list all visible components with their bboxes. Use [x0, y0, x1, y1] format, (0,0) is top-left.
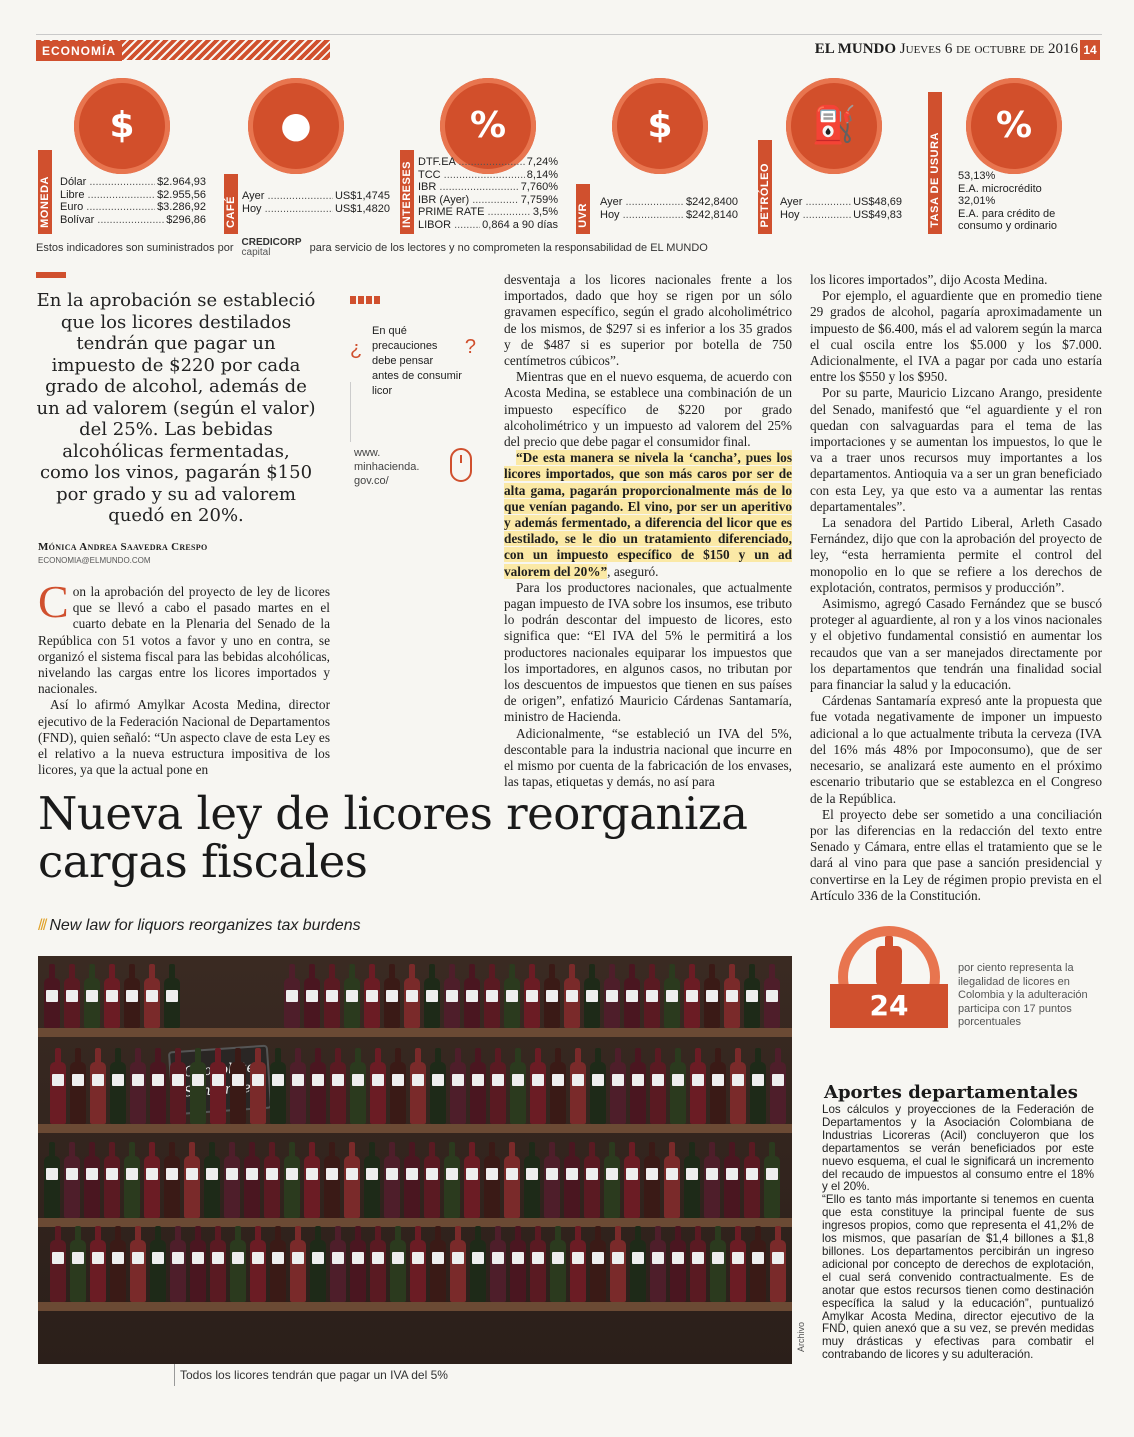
indicator-row: Dólar ..... $2.964,93 — [60, 176, 206, 189]
bottle — [464, 978, 480, 1028]
bottle — [750, 1240, 766, 1302]
indicator-moneda — [38, 78, 214, 234]
bottle — [630, 1062, 646, 1124]
bottle — [644, 978, 660, 1028]
bottle — [604, 978, 620, 1028]
bottle — [450, 1062, 466, 1124]
bottle — [564, 978, 580, 1028]
bottle — [690, 1062, 706, 1124]
bottle — [190, 1240, 206, 1302]
bottle — [230, 1062, 246, 1124]
bottle — [544, 1156, 560, 1218]
bottle — [484, 978, 500, 1028]
issue-date: Jueves 6 de octubre de 2016 — [899, 41, 1078, 57]
indicators-note: Estos indicadores son suministrados por CREDICORP capital para servicio de los lectores y no comprometen la responsabilidad de EL MUNDO — [36, 237, 708, 258]
indicator-label: INTERESES — [401, 161, 413, 228]
bottle — [704, 978, 720, 1028]
bottle — [404, 1156, 420, 1218]
bottle — [90, 1240, 106, 1302]
tip-url[interactable]: www. minhacienda. gov.co/ — [354, 447, 420, 487]
bottle — [570, 1062, 586, 1124]
bottle — [190, 1062, 206, 1124]
bottle — [564, 1156, 580, 1218]
bottle — [664, 978, 680, 1028]
indicator-label: UVR — [577, 203, 589, 228]
oil-pump-icon: ⛽ — [786, 78, 882, 174]
indicator-label: TASA DE USURA — [929, 132, 941, 228]
tip-accent — [350, 296, 382, 304]
bottle — [64, 1156, 80, 1218]
bottle — [310, 1062, 326, 1124]
bottle — [304, 978, 320, 1028]
bottle — [670, 1240, 686, 1302]
bottle — [430, 1240, 446, 1302]
bottle — [130, 1062, 146, 1124]
bottle — [124, 1156, 140, 1218]
bottle — [364, 1156, 380, 1218]
bottle — [270, 1062, 286, 1124]
bottle — [110, 1062, 126, 1124]
bottle — [330, 1062, 346, 1124]
bottle — [764, 1156, 780, 1218]
bottle — [250, 1062, 266, 1124]
bottle — [230, 1240, 246, 1302]
top-rule — [36, 34, 1102, 35]
indicator-label: CAFÉ — [225, 196, 237, 228]
question-close-icon: ? — [464, 336, 476, 358]
bottle — [144, 978, 160, 1028]
percent-infographic — [830, 926, 948, 1044]
bottle — [664, 1156, 680, 1218]
bottle — [650, 1062, 666, 1124]
bottle — [550, 1062, 566, 1124]
bottle — [670, 1062, 686, 1124]
bottle — [344, 978, 360, 1028]
bottle — [390, 1062, 406, 1124]
bottle — [650, 1240, 666, 1302]
bottle — [464, 1156, 480, 1218]
indicator-uvr — [576, 78, 746, 234]
bottle — [104, 978, 120, 1028]
indicator-row: LIBOR ..... 0,864 a 90 días — [418, 219, 558, 232]
bottle — [310, 1240, 326, 1302]
bottle — [350, 1240, 366, 1302]
percent-description: por ciento representa la ilegalidad de licores en Colombia y la adulteración participa con 17 puntos porcentuales — [958, 962, 1088, 1028]
bottle — [390, 1240, 406, 1302]
bottle — [50, 1062, 66, 1124]
indicator-row: Libre ..... $2.955,56 — [60, 189, 206, 202]
bottle — [444, 978, 460, 1028]
bottle — [684, 1156, 700, 1218]
highlighted-quote: “De esta manera se nivela la ‘cancha’, pues los licores importados, que son más caros por ser de alta gama, pagarán proporcionalmente más de lo que venían pagando. El vino, por ser un aperitivo y además fermentado, a diferencia del licor que es destilado, se le dio un tratamiento diferenciado, con un impuesto específico de $150 y un ad valorem del 20%” — [504, 450, 792, 579]
bottle — [684, 978, 700, 1028]
bottle — [224, 1156, 240, 1218]
coffee-bean-icon: ● — [248, 78, 344, 174]
bottle — [404, 978, 420, 1028]
bottle — [524, 978, 540, 1028]
byline-author: Mónica Andrea Saavedra Crespo — [38, 541, 208, 553]
bottle — [84, 978, 100, 1028]
indicator-row: PRIME RATE ..... 3,5% — [418, 206, 558, 219]
bottle — [604, 1156, 620, 1218]
bottle — [704, 1156, 720, 1218]
indicator-row: TCC ..... 8,14% — [418, 169, 558, 182]
bottle — [90, 1062, 106, 1124]
article-column-1: Con la aprobación del proyecto de ley de licores que se llevó a cabo el pasado martes en el cuarto debate en la Plenaria del Senado de la República con 51 votos a favor y uno en contra, se organizó el sistema fiscal para las bebidas alcohólicas, nivelando las cargas entre los licores importados y nacionales. Así lo afirmó Amylkar Acosta Medina, director ejecutivo de la Federación Nacional de Departamentos (FND), quien señaló: “Un aspecto clave de esta Ley es el relativo a la nueva estructura impositiva de los licores, ya que la actual pone en — [38, 576, 330, 778]
bottle — [450, 1240, 466, 1302]
bottle — [490, 1240, 506, 1302]
bottle — [250, 1240, 266, 1302]
bottle — [164, 978, 180, 1028]
bottle — [530, 1062, 546, 1124]
indicator-label: PETRÓLEO — [759, 163, 771, 228]
bottle — [470, 1062, 486, 1124]
bottle — [210, 1062, 226, 1124]
bottle — [410, 1240, 426, 1302]
bottle — [484, 1156, 500, 1218]
bottle — [530, 1240, 546, 1302]
bottle — [490, 1062, 506, 1124]
coins-icon: $ — [74, 78, 170, 174]
bottle — [730, 1240, 746, 1302]
percent-number: 24 — [830, 984, 948, 1028]
indicator-rows — [780, 196, 902, 221]
section-tag — [36, 40, 330, 60]
indicator-row: Hoy ..... $242,8140 — [600, 209, 738, 222]
photo-liquor-shelves — [38, 956, 792, 1364]
bottle — [724, 1156, 740, 1218]
indicator-rows — [600, 196, 738, 221]
bottle — [44, 978, 60, 1028]
bottle — [204, 1156, 220, 1218]
bottle — [170, 1240, 186, 1302]
bottle — [364, 978, 380, 1028]
bottle — [324, 978, 340, 1028]
bottle — [290, 1062, 306, 1124]
bottle — [550, 1240, 566, 1302]
bottle — [724, 978, 740, 1028]
bottle — [150, 1062, 166, 1124]
bottle — [70, 1062, 86, 1124]
bottle — [244, 1156, 260, 1218]
photo-caption: Todos los licores tendrán que pagar un IVA del 5% — [180, 1368, 448, 1382]
bottle — [630, 1240, 646, 1302]
indicator-rows — [60, 176, 206, 226]
drop-cap: C — [38, 576, 69, 627]
headline: Nueva ley de licores reorganiza cargas fiscales — [38, 787, 748, 888]
tip-question: En qué precauciones debe pensar antes de consumir licor — [372, 325, 462, 397]
house-money-icon: $ — [612, 78, 708, 174]
bottle — [444, 1156, 460, 1218]
bottle — [64, 978, 80, 1028]
bottle — [524, 1156, 540, 1218]
bottle — [330, 1240, 346, 1302]
bottle — [164, 1156, 180, 1218]
percent-money-icon: % — [440, 78, 536, 174]
growth-chart-icon: % — [966, 78, 1062, 174]
bottle-icon — [876, 946, 902, 986]
tip-box — [350, 296, 480, 486]
bottle — [610, 1062, 626, 1124]
bottle — [510, 1062, 526, 1124]
bottle — [370, 1240, 386, 1302]
indicator-row: IBR (Ayer) ..... 7,759% — [418, 194, 558, 207]
bottle — [144, 1156, 160, 1218]
shelf — [38, 1302, 792, 1311]
bottle — [110, 1240, 126, 1302]
indicator-row: Ayer ..... US$1,4745 — [242, 190, 390, 203]
bottle — [70, 1240, 86, 1302]
paper-name: EL MUNDO — [814, 41, 897, 57]
bottle — [424, 978, 440, 1028]
bottle — [770, 1062, 786, 1124]
bottle — [504, 1156, 520, 1218]
bottle — [424, 1156, 440, 1218]
indicator-rows — [418, 156, 558, 231]
bottle — [624, 1156, 640, 1218]
bottle — [150, 1240, 166, 1302]
bottle — [764, 978, 780, 1028]
photo-credit: Archivo — [796, 1322, 806, 1353]
page-number: 14 — [1080, 40, 1100, 60]
indicator-row: DTF.EA ..... 7,24% — [418, 156, 558, 169]
indicator-rows: 53,13% E.A. microcrédito 32,01% E.A. para crédito de consumo y ordinario — [958, 170, 1058, 232]
shelf — [38, 1028, 792, 1037]
bottle — [324, 1156, 340, 1218]
bottle — [130, 1240, 146, 1302]
credicorp-logo: CREDICORP capital — [241, 237, 302, 258]
bottle — [610, 1240, 626, 1302]
bottle — [50, 1240, 66, 1302]
indicator-label: MONEDA — [39, 176, 51, 228]
bottle — [44, 1156, 60, 1218]
question-open-icon: ¿ — [350, 338, 363, 360]
indicator-petroleo — [758, 78, 918, 234]
indicator-row: Euro ..... $3.286,92 — [60, 201, 206, 214]
indicator-intereses — [400, 78, 568, 234]
byline-email[interactable]: ECONOMIA@ELMUNDO.COM — [38, 556, 151, 565]
bottle — [584, 978, 600, 1028]
bottle — [344, 1156, 360, 1218]
bottle — [370, 1062, 386, 1124]
bottle — [350, 1062, 366, 1124]
bottle — [470, 1240, 486, 1302]
indicator-row: Ayer ..... US$48,69 — [780, 196, 902, 209]
bottle — [710, 1240, 726, 1302]
indicator-cafe — [224, 78, 394, 234]
lead-paragraph: En la aprobación se estableció que los licores destilados tendrán que pagar un impuesto de $220 por cada grado de alcohol, además de un ad valorem (según el valor) del 25%. Las bebidas alcohólicas fermentadas, como los vinos, pagarán $150 por grado y su ad valorem quedó en 20%. — [36, 290, 316, 526]
bottle — [690, 1240, 706, 1302]
bottle — [410, 1062, 426, 1124]
masthead — [815, 41, 1078, 58]
bottle — [384, 978, 400, 1028]
bottle — [744, 978, 760, 1028]
bottle — [504, 978, 520, 1028]
indicator-row: Ayer ..... $242,8400 — [600, 196, 738, 209]
bottle — [84, 1156, 100, 1218]
bottle — [384, 1156, 400, 1218]
indicator-row: Hoy ..... US$49,83 — [780, 209, 902, 222]
article-column-3: los licores importados”, dijo Acosta Medina. Por ejemplo, el aguardiente que en promedio tiene 29 grados de alcohol, pagaría aproximadamente un impuesto de $6.400, más el ad valorem según la marca el cual oscila entre los $5.000 y los $7.000. Adicionalmente, el IVA a pagar por cada uno estaría entre los $550 y los $950. Por su parte, Mauricio Lizcano Arango, presidente del Senado, manifestó que “el aguardiente y el ron quedan con salvaguardas para el tema de las importaciones y se aumentan los impuestos, lo que le va a traer unos recursos muy importantes a los departamentos. Antioquia va a ser un gran beneficiado con esta Ley, ya que esto va a aumentar las rentas departamentales”. La senadora del Partido Liberal, Arleth Casado Fernández, dijo que con la aprobación del proyecto de ley, “esta herramienta permite el control del monopolio en lo que se refiere a los derechos de explotación, contratos, permisos y producción”. Asimismo, agregó Casado Fernández que se buscó proteger al aguardiente, al ron y a los vinos nacionales y el objetivo fundamental consistió en aumentar los recaudos que van a ser manejados directamente por los departamentos que tendrán una finalidad social para financiar la salud y la educación. Cárdenas Santamaría expresó ante la propuesta que fue votada negativamente de imponer un impuesto adicional a lo que actualmente tributa la cerveza (IVA del 16% más 48% por Impoconsumo), que de ser necesario, se analizará este aumento en el próximo escenario tributario que se establezca en el Congreso de la República. El proyecto debe ser sometido a una conciliación por las diferencias en la redacción del texto entre Senado y Cámara, entre ellas el tratamiento que se le dará al vino para que pase a sanción presidencial y convertirse en la Ley de régimen propio prevista en el Artículo 336 de la Constitución. — [810, 272, 1102, 903]
bottle — [104, 1156, 120, 1218]
bottle — [644, 1156, 660, 1218]
article-column-2: desventaja a los licores nacionales frente a los importados, dado que hoy se rigen por un sólo gravamen específico, según el grado alcoholimétrico de los mismos, de $297 si es inferior a los 35 grados y de $487 si es superior por botella de 750 centímetros cúbicos”. Mientras que en el nuevo esquema, de acuerdo con Acosta Medina, se establece una combinación de un impuesto específico de $220 por grado alcoholimétrico y un impuesto ad valorem del 25% del precio que debe pagar el consumidor final. “De esta manera se nivela la ‘cancha’, pues los licores importados, que son más caros por ser de alta gama, pagarán proporcionalmente más de lo que venían pagando. El vino, por ser un aperitivo y además fermentado, a diferencia del licor que es destilado, se le dio un tratamiento diferenciado, con un impuesto específico de $150 y un ad valorem del 20%”, aseguró. Para los productores nacionales, que actualmente pagan impuesto de IVA sobre los insumos, ese tributo lo podrán descontar del impuesto de licores, esto significa que: “El IVA del 5% le permitirá a los productores nacionales equiparar los impuestos que los importadores, en algunos casos, no tributan por los descuentos de impuestos que tienen en sus países de origen”, enfatizó Mauricio Cárdenas Santamaría, ministro de Hacienda. Adicionalmente, “se estableció un IVA del 5%, descontable para la industria nacional que incurre en el mismo por cuenta de la fabricación de los envases, las tapas, etiquetas y demás, no así para — [504, 272, 792, 790]
bottle — [590, 1240, 606, 1302]
bottle — [730, 1062, 746, 1124]
bottle — [170, 1062, 186, 1124]
bottle — [270, 1240, 286, 1302]
sidebar-title: Aportes departamentales — [824, 1082, 1078, 1103]
bottle — [770, 1240, 786, 1302]
sidebar-body: Los cálculos y proyecciones de la Federación de Departamentos y la Asociación Colombiana de Industrias Licoreras (Acil) concluyeron que los departamentos se verán beneficiados por este nuevo esquema, el cual le significará un incremento del recaudo de impuestos al consumo entre el 18% y el 20%. “Ello es tanto más importante si tenemos en cuenta que esta constituye la principal fuente de sus ingresos propios, como que representa el 41,2% de los mismos, que pasarían de $1,4 billones a $1,8 billones. Los departamentos percibirán un ingreso adicional por concepto de derechos de explotación, el cual será convenido contractualmente. Es de anotar que estos recursos tienen como destinación específica la salud y la educación”, puntualizó Amylkar Acosta Medina, director ejecutivo de la FND, quien anexó que a su vez, se prevén medidas muy drásticas y efectivas para combatir el contrabando de licores y su adulteración. — [822, 1103, 1094, 1362]
bottle — [430, 1062, 446, 1124]
shelf — [38, 1124, 792, 1133]
mouse-icon — [450, 448, 472, 482]
bottle — [544, 978, 560, 1028]
lead-accent-bar — [36, 272, 66, 278]
indicator-usura — [928, 78, 1094, 234]
section-label: ECONOMÍA — [36, 41, 122, 61]
indicator-rows — [242, 190, 390, 215]
bottle — [584, 1156, 600, 1218]
indicator-row: Hoy ..... US$1,4820 — [242, 203, 390, 216]
bottle — [570, 1240, 586, 1302]
indicator-row: IBR ..... 7,760% — [418, 181, 558, 194]
bottle — [744, 1156, 760, 1218]
bottle — [264, 1156, 280, 1218]
subheadline: /// New law for liquors reorganizes tax burdens — [38, 917, 361, 934]
bottle — [184, 1156, 200, 1218]
bottle — [624, 978, 640, 1028]
bottle — [590, 1062, 606, 1124]
bottle — [290, 1240, 306, 1302]
bottle — [710, 1062, 726, 1124]
indicator-row: Bolívar ..... $296,86 — [60, 214, 206, 227]
bottle — [750, 1062, 766, 1124]
bottle — [284, 1156, 300, 1218]
bottle — [304, 1156, 320, 1218]
bottle — [124, 978, 140, 1028]
bottle — [284, 978, 300, 1028]
bottle — [510, 1240, 526, 1302]
bottle — [210, 1240, 226, 1302]
